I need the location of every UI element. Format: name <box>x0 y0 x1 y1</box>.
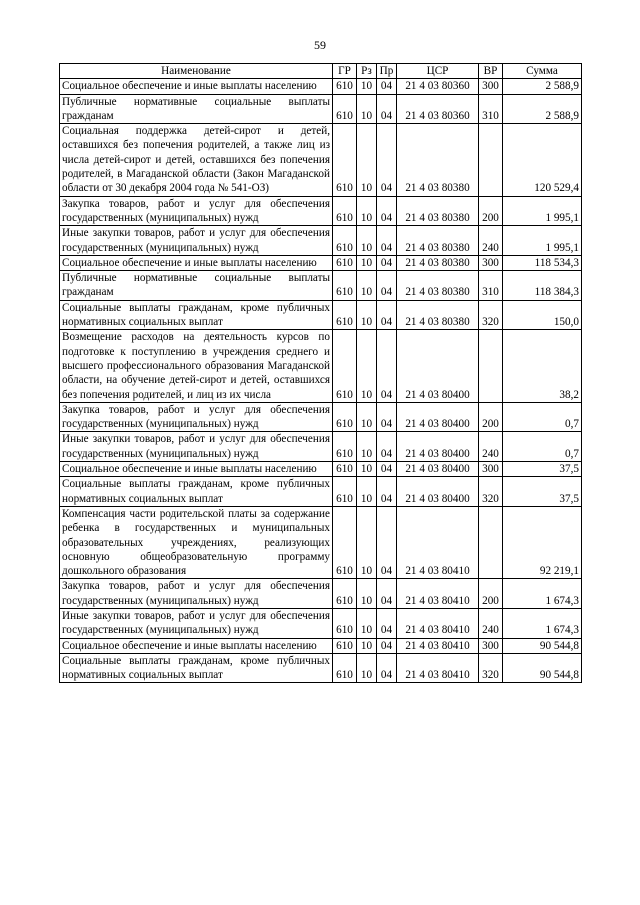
table-row <box>60 271 582 301</box>
cell-rz: 10 <box>357 653 377 683</box>
cell-rz: 10 <box>357 196 377 226</box>
cell-rz: 10 <box>357 402 377 432</box>
cell-gr: 610 <box>333 79 357 94</box>
cell-rz: 10 <box>357 432 377 462</box>
cell-vr: 300 <box>479 79 503 94</box>
cell-csr: 21 4 03 80410 <box>397 608 479 638</box>
cell-gr: 610 <box>333 506 357 578</box>
cell-gr: 610 <box>333 608 357 638</box>
page-number: 59 <box>314 38 326 52</box>
cell-pr: 04 <box>377 330 397 402</box>
cell-name: Закупка товаров, работ и услуг для обеспечения государственных (муниципальных) нужд <box>60 402 333 432</box>
cell-pr: 04 <box>377 300 397 330</box>
table-row <box>60 432 582 462</box>
cell-rz: 10 <box>357 506 377 578</box>
cell-vr: 320 <box>479 300 503 330</box>
cell-rz: 10 <box>357 330 377 402</box>
cell-sum: 90 544,8 <box>503 638 582 653</box>
table-row <box>60 477 582 507</box>
cell-pr: 04 <box>377 608 397 638</box>
header-csr: ЦСР <box>397 64 479 79</box>
cell-rz: 10 <box>357 300 377 330</box>
cell-name: Иные закупки товаров, работ и услуг для обеспечения государственных (муниципальных) нужд <box>60 608 333 638</box>
cell-name: Социальное обеспечение и иные выплаты населению <box>60 255 333 270</box>
cell-pr: 04 <box>377 638 397 653</box>
header-vr: ВР <box>479 64 503 79</box>
cell-rz: 10 <box>357 608 377 638</box>
cell-csr: 21 4 03 80400 <box>397 477 479 507</box>
cell-gr: 610 <box>333 124 357 196</box>
cell-vr: 300 <box>479 638 503 653</box>
cell-name: Иные закупки товаров, работ и услуг для обеспечения государственных (муниципальных) нужд <box>60 432 333 462</box>
cell-sum: 37,5 <box>503 477 582 507</box>
cell-vr <box>479 506 503 578</box>
cell-vr: 310 <box>479 271 503 301</box>
cell-rz: 10 <box>357 255 377 270</box>
cell-csr: 21 4 03 80410 <box>397 653 479 683</box>
cell-sum: 92 219,1 <box>503 506 582 578</box>
cell-rz: 10 <box>357 124 377 196</box>
cell-pr: 04 <box>377 432 397 462</box>
cell-pr: 04 <box>377 462 397 477</box>
cell-csr: 21 4 03 80400 <box>397 402 479 432</box>
cell-gr: 610 <box>333 330 357 402</box>
cell-gr: 610 <box>333 255 357 270</box>
table-row <box>60 638 582 653</box>
table-row <box>60 300 582 330</box>
cell-pr: 04 <box>377 402 397 432</box>
cell-vr: 240 <box>479 608 503 638</box>
cell-pr: 04 <box>377 124 397 196</box>
cell-rz: 10 <box>357 462 377 477</box>
cell-csr: 21 4 03 80400 <box>397 432 479 462</box>
cell-csr: 21 4 03 80410 <box>397 638 479 653</box>
cell-vr: 240 <box>479 226 503 256</box>
cell-rz: 10 <box>357 477 377 507</box>
cell-vr: 200 <box>479 196 503 226</box>
cell-sum: 118 534,3 <box>503 255 582 270</box>
cell-sum: 0,7 <box>503 432 582 462</box>
cell-csr: 21 4 03 80400 <box>397 462 479 477</box>
table-header-row <box>60 64 582 79</box>
cell-pr: 04 <box>377 226 397 256</box>
cell-sum: 118 384,3 <box>503 271 582 301</box>
cell-vr: 300 <box>479 462 503 477</box>
table-row <box>60 653 582 683</box>
table-row <box>60 94 582 124</box>
cell-gr: 610 <box>333 653 357 683</box>
cell-name: Социальное обеспечение и иные выплаты населению <box>60 79 333 94</box>
cell-csr: 21 4 03 80380 <box>397 196 479 226</box>
cell-name: Социальные выплаты гражданам, кроме публичных нормативных социальных выплат <box>60 653 333 683</box>
cell-vr: 310 <box>479 94 503 124</box>
cell-name: Социальное обеспечение и иные выплаты населению <box>60 462 333 477</box>
cell-name: Закупка товаров, работ и услуг для обеспечения государственных (муниципальных) нужд <box>60 579 333 609</box>
cell-csr: 21 4 03 80380 <box>397 300 479 330</box>
cell-sum: 120 529,4 <box>503 124 582 196</box>
cell-csr: 21 4 03 80410 <box>397 506 479 578</box>
cell-gr: 610 <box>333 638 357 653</box>
table-row <box>60 255 582 270</box>
cell-vr: 320 <box>479 477 503 507</box>
table-row <box>60 79 582 94</box>
cell-vr: 240 <box>479 432 503 462</box>
cell-rz: 10 <box>357 226 377 256</box>
cell-vr: 200 <box>479 579 503 609</box>
cell-csr: 21 4 03 80400 <box>397 330 479 402</box>
cell-gr: 610 <box>333 477 357 507</box>
table-row <box>60 124 582 196</box>
cell-csr: 21 4 03 80360 <box>397 79 479 94</box>
cell-rz: 10 <box>357 271 377 301</box>
cell-gr: 610 <box>333 271 357 301</box>
cell-sum: 1 995,1 <box>503 226 582 256</box>
table-row <box>60 226 582 256</box>
cell-name: Публичные нормативные социальные выплаты гражданам <box>60 271 333 301</box>
cell-name: Социальные выплаты гражданам, кроме публичных нормативных социальных выплат <box>60 477 333 507</box>
cell-csr: 21 4 03 80380 <box>397 124 479 196</box>
cell-gr: 610 <box>333 226 357 256</box>
header-pr: Пр <box>377 64 397 79</box>
table-row <box>60 506 582 578</box>
budget-table <box>59 63 582 683</box>
cell-rz: 10 <box>357 579 377 609</box>
cell-pr: 04 <box>377 653 397 683</box>
table-row <box>60 608 582 638</box>
table-row <box>60 402 582 432</box>
cell-sum: 1 674,3 <box>503 579 582 609</box>
table-row <box>60 579 582 609</box>
cell-pr: 04 <box>377 94 397 124</box>
cell-gr: 610 <box>333 579 357 609</box>
cell-vr: 200 <box>479 402 503 432</box>
cell-sum: 90 544,8 <box>503 653 582 683</box>
cell-sum: 2 588,9 <box>503 94 582 124</box>
table-row <box>60 196 582 226</box>
cell-pr: 04 <box>377 196 397 226</box>
cell-name: Иные закупки товаров, работ и услуг для обеспечения государственных (муниципальных) нужд <box>60 226 333 256</box>
cell-csr: 21 4 03 80380 <box>397 226 479 256</box>
cell-vr <box>479 124 503 196</box>
cell-gr: 610 <box>333 402 357 432</box>
cell-gr: 610 <box>333 94 357 124</box>
cell-vr: 320 <box>479 653 503 683</box>
cell-pr: 04 <box>377 477 397 507</box>
cell-sum: 37,5 <box>503 462 582 477</box>
cell-csr: 21 4 03 80360 <box>397 94 479 124</box>
cell-pr: 04 <box>377 79 397 94</box>
cell-pr: 04 <box>377 506 397 578</box>
cell-csr: 21 4 03 80380 <box>397 255 479 270</box>
cell-sum: 2 588,9 <box>503 79 582 94</box>
cell-name: Социальное обеспечение и иные выплаты населению <box>60 638 333 653</box>
cell-sum: 38,2 <box>503 330 582 402</box>
cell-name: Публичные нормативные социальные выплаты гражданам <box>60 94 333 124</box>
cell-gr: 610 <box>333 432 357 462</box>
cell-name: Социальные выплаты гражданам, кроме публичных нормативных социальных выплат <box>60 300 333 330</box>
header-sum: Сумма <box>503 64 582 79</box>
cell-sum: 1 674,3 <box>503 608 582 638</box>
cell-gr: 610 <box>333 462 357 477</box>
table-row <box>60 462 582 477</box>
cell-pr: 04 <box>377 579 397 609</box>
cell-gr: 610 <box>333 196 357 226</box>
cell-pr: 04 <box>377 255 397 270</box>
cell-name: Возмещение расходов на деятельность курсов по подготовке к поступлению в учреждения среднего и высшего профессионального образования Магаданской области, на обучение детей-сирот и детей, оставшихся без попечения родителей, и лиц из их числа <box>60 330 333 402</box>
cell-pr: 04 <box>377 271 397 301</box>
cell-rz: 10 <box>357 638 377 653</box>
header-rz: Рз <box>357 64 377 79</box>
cell-name: Закупка товаров, работ и услуг для обеспечения государственных (муниципальных) нужд <box>60 196 333 226</box>
cell-name: Компенсация части родительской платы за содержание ребенка в государственных и муниципальных образовательных учреждениях, реализующих основную общеобразовательную программу дошкольного образования <box>60 506 333 578</box>
cell-vr <box>479 330 503 402</box>
cell-sum: 1 995,1 <box>503 196 582 226</box>
header-name: Наименование <box>60 64 333 79</box>
cell-rz: 10 <box>357 79 377 94</box>
cell-sum: 0,7 <box>503 402 582 432</box>
header-gr: ГР <box>333 64 357 79</box>
cell-gr: 610 <box>333 300 357 330</box>
cell-sum: 150,0 <box>503 300 582 330</box>
cell-csr: 21 4 03 80410 <box>397 579 479 609</box>
table-row <box>60 330 582 402</box>
cell-vr: 300 <box>479 255 503 270</box>
cell-csr: 21 4 03 80380 <box>397 271 479 301</box>
cell-name: Социальная поддержка детей-сирот и детей, оставшихся без попечения родителей, а также лиц из числа детей-сирот и детей, оставшихся без попечения родителей, в Магаданской области (Закон Магаданской области от 30 декабря 2004 года № 541-ОЗ) <box>60 124 333 196</box>
cell-rz: 10 <box>357 94 377 124</box>
